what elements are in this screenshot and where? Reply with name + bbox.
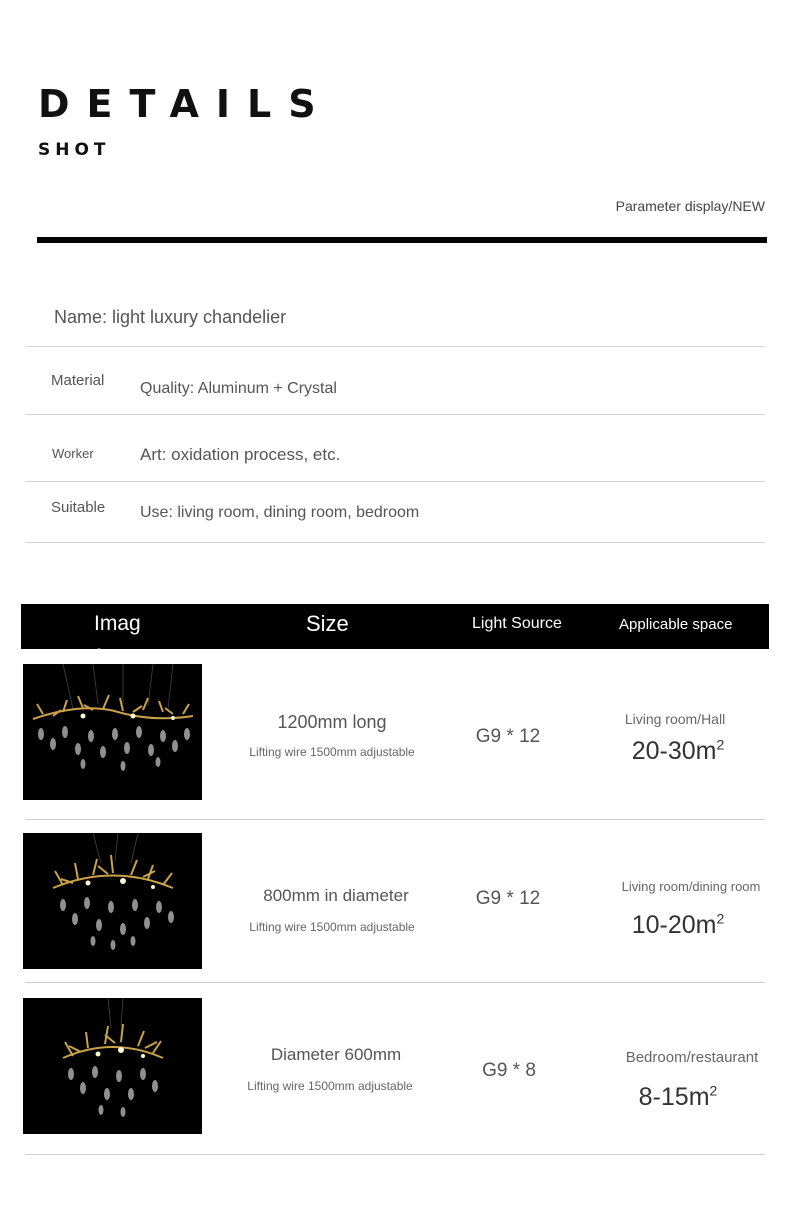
header-size: Size [306,611,349,636]
header-image: Imag [94,612,141,635]
spec-label-material: Material [51,372,105,389]
spec-label-suitable: Suitable [51,499,106,516]
space-3: Bedroom/restaurant [625,1049,759,1066]
area-value-1: 20-30m [631,737,717,765]
header-applicable-space: Applicable space [619,616,733,633]
area-2 [603,911,753,940]
area-value-2: 10-20m [631,911,717,939]
spec-value-worker: Art: oxidation process, etc. [140,445,341,464]
product-image-2 [23,833,202,969]
space-2: Living room/dining room [621,879,761,894]
area-1 [603,737,753,766]
area-sup-2: 2 [716,910,725,927]
row-divider-2 [25,982,765,983]
page-title: DETAILS [38,82,333,126]
chandelier-long-icon [23,664,202,800]
product-image-3 [23,998,202,1134]
spec-value-suitable: Use: living room, dining room, bedroom [140,504,420,521]
chandelier-round-icon [23,833,202,969]
spec-row-material [25,346,765,415]
space-1: Living room/Hall [624,711,726,727]
area-3 [603,1083,753,1112]
light-source-1: G9 * 12 [475,726,541,747]
size-note-1: Lifting wire 1500mm adjustable [249,745,415,759]
size-2: 800mm in diameter [263,886,409,905]
header-light-source: Light Source [472,615,562,632]
chandelier-small-icon [23,998,202,1134]
light-source-3: G9 * 8 [482,1060,536,1081]
header-image-overflow: e [95,643,103,659]
size-3: Diameter 600mm [270,1045,402,1064]
product-table-header [21,604,769,649]
page-subtitle: SHOT [38,140,111,160]
area-sup-3: 2 [709,1082,718,1099]
parameter-display-label: Parameter display/NEW [615,198,765,214]
row-divider-1 [25,819,765,820]
spec-value-material: Quality: Aluminum + Crystal [140,380,337,397]
header-divider [37,237,767,243]
row-divider-3 [25,1154,765,1155]
spec-row-worker [25,415,765,482]
spec-label-worker: Worker [52,446,94,461]
product-image-1 [23,664,202,800]
spec-row-name [25,290,765,347]
area-value-3: 8-15m [638,1083,710,1111]
size-note-2: Lifting wire 1500mm adjustable [249,920,415,934]
size-1: 1200mm long [277,712,387,732]
spec-row-suitable [25,482,765,543]
light-source-2: G9 * 12 [475,888,541,909]
size-note-3: Lifting wire 1500mm adjustable [247,1079,413,1093]
area-sup-1: 2 [716,736,725,753]
spec-value-name: Name: light luxury chandelier [54,307,287,327]
